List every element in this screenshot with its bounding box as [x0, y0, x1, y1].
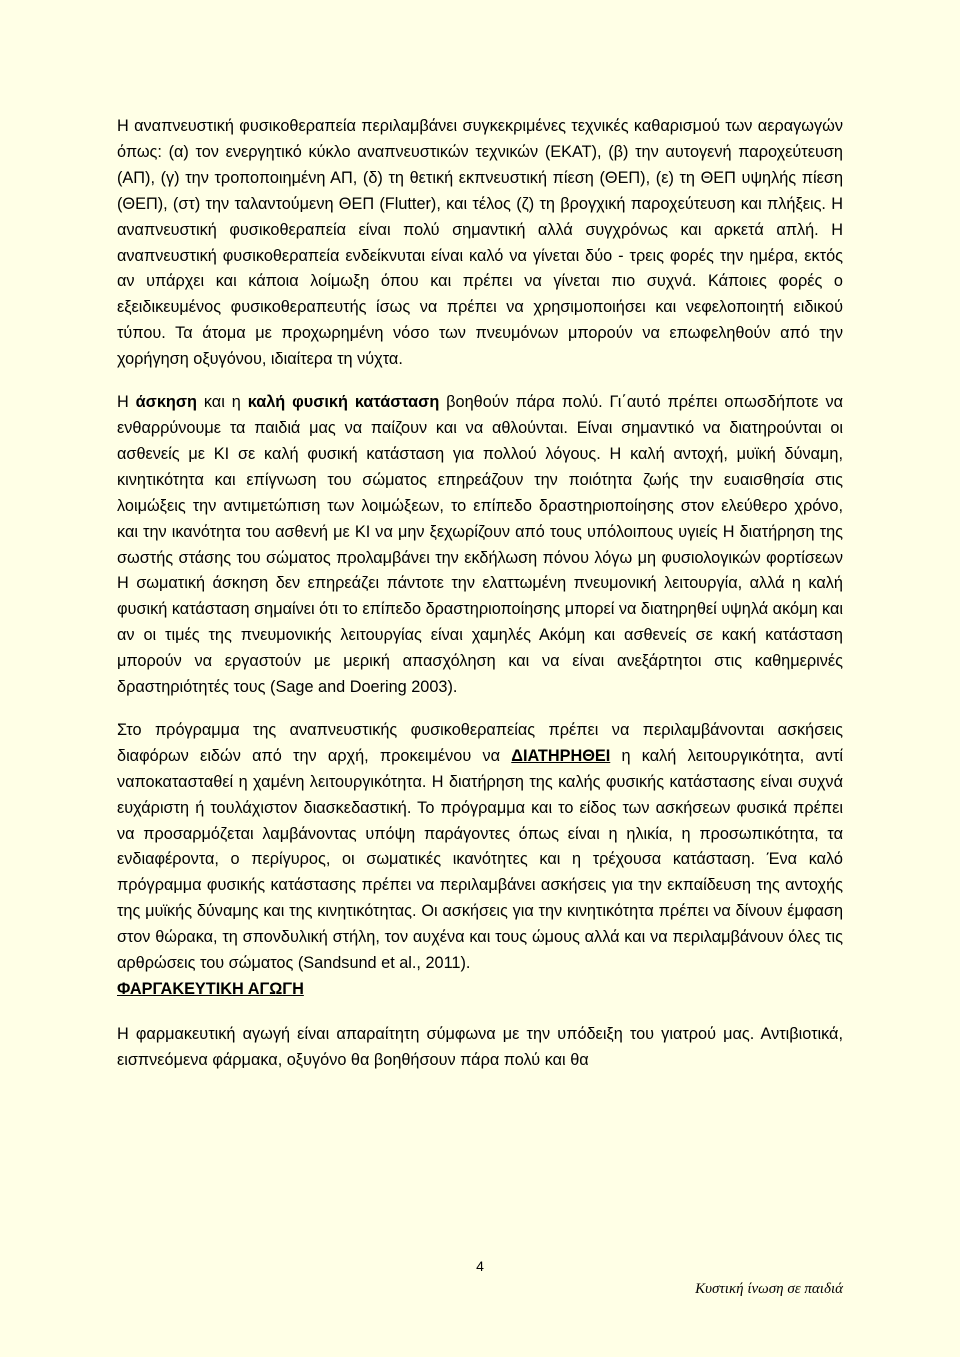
paragraph-exercise-intro: Η [117, 393, 136, 412]
paragraph-exercise-body: βοηθούν πάρα πολύ. Γι΄αυτό πρέπει οπωσδήποτε να ενθαρρύνουμε τα παιδιά μας να παίζουν και να αθλούνται. Είναι σημαντικό να διατηρούνται οι ασθενείς με ΚΙ σε καλή φυσική κατάσταση για πολλού λόγους. Η καλή αντοχή, μυϊκή δύναμη, κινητικότητα και επίγνωση του σώματος επηρεάζουν την ποιότητα ζωής την ευαισθησία στις λοιμώξεις την αντιμετώπιση των λοιμώξεων, το επίπεδο δραστηριοποίησης στον ελεύθερο χρόνο, και την ικανότητα του ασθενή με ΚΙ να μην ξεχωρίζουν από τους υπόλοιπους υγιείς Η διατήρηση της σωστής στάσης του σώματος προλαμβάνει την εκδήλωση πόνου λόγω μη φυσιολογικών φορτίσεων Η σωματική άσκηση δεν επηρεάζει πάντοτε την ελαττωμένη πνευμονική λειτουργία, αλλά η καλή φυσική κατάσταση σημαίνει ότι το επίπεδο δραστηριοποίησης μπορεί να διατηρηθεί υψηλά ακόμη και αν οι τιμές της πνευμονικής λειτουργίας είναι χαμηλές Ακόμη και ασθενείς σε κακή κατάσταση μπορούν να εργαστούν με μερική απασχόληση και να είναι ανεξάρτητοι στις καθημερινές δραστηριότητές τους (Sage and Doering 2003). [117, 393, 844, 697]
paragraph-program-body: η καλή λειτουργικότητα, αντί ναποκατασταθεί η χαμένη λειτουργικότητα. Η διατήρηση της καλής φυσικής κατάστασης είναι συχνά ευχάριστη ή τουλάχιστον διασκεδαστική. Το πρόγραμμα και το είδος των ασκήσεων φυσικά πρέπει να προσαρμόζεται λαμβάνοντας υπόψη παράγοντες όπως είναι η ηλικία, η προσωπικότητα, τα ενδιαφέροντα, ο περίγυρος, οι σωματικές ικανότητες και η τρέχουσα κατάσταση. Ένα καλό πρόγραμμα φυσικής κατάστασης πρέπει να περιλαμβάνει ασκήσεις για την εκπαίδευση της αντοχής της μυϊκής δύναμης και της κινητικότητας. Οι ασκήσεις για την κινητικότητα πρέπει να δίνουν έμφαση στον θώρακα, τη σπονδυλική στήλη, τον αυχένα και τους ώμους αλλά και να περιλαμβάνουν όλες τις αρθρώσεις του σώματος (Sandsund et al., 2011). [117, 746, 843, 973]
paragraph-program-intro: Στο πρόγραμμα της αναπνευστικής φυσικοθεραπείας πρέπει να περιλαμβάνονται ασκήσεις διαφόρων ειδών από την αρχή, προκειμένου να [117, 720, 843, 765]
emphasis-maintain: ΔΙΑΤΗΡΗΘΕΙ [511, 746, 611, 765]
section-heading-medication: ΦΑΡΓΑΚΕΥΤΙΚΗ ΑΓΩΓΗ [117, 980, 304, 998]
paragraph-respiratory-physiotherapy: Η αναπνευστική φυσικοθεραπεία περιλαμβάνει συγκεκριμένες τεχνικές καθαρισμού των αεραγωγών όπως: (α) τον ενεργητικό κύκλο αναπνευστικών τεχνικών (ΕΚΑΤ), (β) την αυτογενή παροχεύτευση (ΑΠ), (γ) την τροποποιημένη ΑΠ, (δ) τη θετική εκπνευστική πίεση (ΘΕΠ), (ε) τη ΘΕΠ υψηλής πίεση (ΘΕΠ), (στ) την ταλαντούμενη ΘΕΠ (Flutter), και τέλος (ζ) τη βρογχική παροχεύτευση και πλήξεις. Η αναπνευστική φυσικοθεραπεία είναι πολύ σημαντική αλλά συγχρόνως και αρκετά απλή. Η αναπνευστική φυσικοθεραπεία ενδείκνυται είναι καλό να γίνεται δύο - τρεις φορές την ημέρα, εκτός αν υπάρχει και κάποια λοίμωξη όπου και πρέπει να γίνεται πιο συχνά. Κάποιες φορές ο εξειδικευμένος φυσικοθεραπευτής ίσως να πρέπει να χρησιμοποιήσει και νεφελοποιητή ειδικού τύπου. Τα άτομα με προχωρημένη νόσο των πνευμόνων μπορούν να επωφεληθούν από την χορήγηση οξυγόνου, ιδιαίτερα τη νύχτα. [117, 117, 843, 369]
paragraph-program [117, 718, 843, 977]
page-number: 4 [476, 1258, 484, 1274]
paragraph-exercise [117, 390, 843, 701]
emphasis-fitness: καλή φυσική κατάσταση [247, 393, 440, 412]
paragraph-exercise-connector: και η [196, 393, 248, 412]
running-footer-title: Κυστική ίνωση σε παιδιά [695, 1281, 843, 1297]
paragraph-medication: Η φαρμακευτική αγωγή είναι απαραίτητη σύμφωνα με την υπόδειξη του γιατρού μας. Αντιβιοτικά, εισπνεόμενα φάρμακα, οξυγόνο θα βοηθήσουν πάρα πολύ και θα [117, 1024, 843, 1069]
page-body [117, 114, 843, 1074]
emphasis-exercise: άσκηση [135, 393, 197, 412]
